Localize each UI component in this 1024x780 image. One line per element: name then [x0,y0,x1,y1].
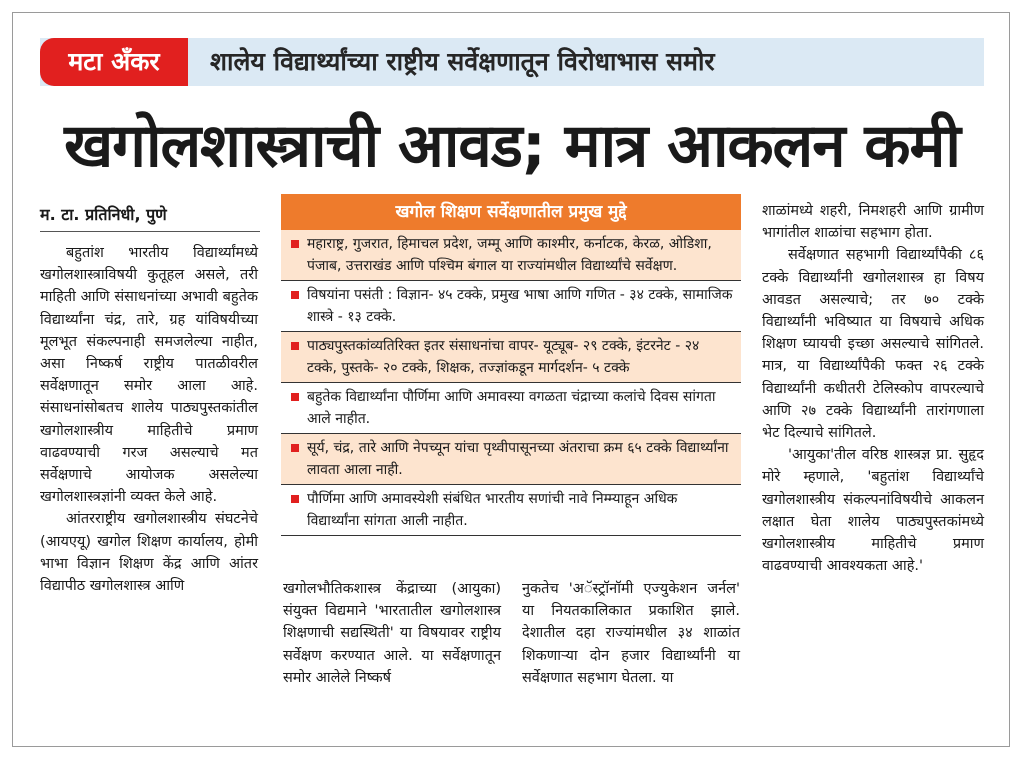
square-bullet-icon [291,495,299,503]
article-column-1 [40,242,258,597]
paragraph: बहुतांश भारतीय विद्यार्थ्यांमध्ये खगोलशास्त्राविषयी कुतूहल असले, तरी माहिती आणि संसाधनांच्या अभावी बहुतेक विद्यार्थ्यांना चंद्र, तारे, ग्रह यांविषयीच्या मूलभूत संकल्पनाही समजलेल्या नाहीत, असा निष्कर्ष राष्ट्रीय पातळीवरील सर्वेक्षणातून समोर आला आहे. संसाधनांसोबतच शालेय पाठ्यपुस्तकांतील खगोलशास्त्रीय माहितीचे प्रमाण वाढवण्याची गरज असल्याचे मत सर्वेक्षणाचे आयोजक असलेल्या खगोलशास्त्रज्ञांनी व्यक्त केले आहे. [40,245,258,506]
kicker-text: शालेय विद्यार्थ्यांच्या राष्ट्रीय सर्वेक्षणातून विरोधाभास समोर [210,47,715,76]
box-item [281,332,741,383]
paragraph: आंतरराष्ट्रीय खगोलशास्त्रीय संघटनेचे (आयएयू) खगोल शिक्षण कार्यालय, होमी भाभा विज्ञान शिक्षण केंद्र आणि आंतर विद्यापीठ खगोलशास्त्र आणि [40,511,258,595]
box-item [281,230,741,281]
square-bullet-icon [291,240,299,248]
square-bullet-icon [291,342,299,350]
box-title: खगोल शिक्षण सर्वेक्षणातील प्रमुख मुद्दे [281,194,741,230]
paragraph: नुकतेच 'अॅस्ट्रॉनॉमी एज्युकेशन जर्नल' या नियतकालिकात प्रकाशित झाले. देशातील दहा राज्यांमधील ३४ शाळांत शिकणाऱ्या दोन हजार विद्यार्थ्यांनी या सर्वेक्षणात सहभाग घेतला. या [522,581,740,686]
box-item-text: बहुतेक विद्यार्थ्यांना पौर्णिमा आणि अमावस्या वगळता चंद्राच्या कलांचे दिवस सांगता आले नाहीत. [307,389,716,427]
box-item-text: विषयांना पसंती : विज्ञान- ४५ टक्के, प्रमुख भाषा आणि गणित - ३४ टक्के, सामाजिक शास्त्रे - १३ टक्के. [307,287,733,325]
article-column-3 [522,578,740,689]
box-item-text: सूर्य, चंद्र, तारे आणि नेपच्यून यांचा पृथ्वीपासूनच्या अंतराचा क्रम ६५ टक्के विद्यार्थ्यांना लावता आला नाही. [307,440,729,478]
key-points-box [281,194,741,559]
box-item [281,434,741,485]
paragraph: सर्वेक्षणात सहभागी विद्यार्थ्यांपैकी ८६ टक्के विद्यार्थ्यांनी खगोलशास्त्र हा विषय आवडत असल्याचे; तर ७० टक्के विद्यार्थ्यांनी भविष्यात या विषयाचे अधिक शिक्षण घ्यायची इच्छा असल्याचे सांगितले. मात्र, या विद्यार्थ्यांपैकी फक्त २६ टक्के विद्यार्थ्यांनी कधीतरी टेलिस्कोप वापरल्याचे आणि २७ टक्के विद्यार्थ्यांनी तारांगणाला भेट दिल्याचे सांगितले. [762,247,984,442]
kicker-badge: मटा अँकर [40,38,188,86]
article-column-2 [283,578,501,689]
box-item [281,383,741,434]
byline: म. टा. प्रतिनिधी, पुणे [40,203,260,232]
square-bullet-icon [291,393,299,401]
box-item-text: महाराष्ट्र, गुजरात, हिमाचल प्रदेश, जम्मू आणि काश्मीर, कर्नाटक, केरळ, ओडिशा, पंजाब, उत्तराखंड आणि पश्चिम बंगाल या राज्यांमधील विद्यार्थ्यांचे सर्वेक्षण. [307,236,712,274]
paragraph: 'आयुका'तील वरिष्ठ शास्त्रज्ञ प्रा. सुहृद मोरे म्हणाले, 'बहुतांश विद्यार्थ्यांचे खगोलशास्त्रीय संकल्पनांविषयीचे आकलन लक्षात घेता शालेय पाठ्यपुस्तकांमध्ये खगोलशास्त्रीय माहितीचे प्रमाण वाढवण्याची आवश्यकता आहे.' [762,447,984,575]
paragraph: खगोलभौतिकशास्त्र केंद्राच्या (आयुका) संयुक्त विद्यमाने 'भारतातील खगोलशास्त्र शिक्षणाची सद्यस्थिती' या विषयावर राष्ट्रीय सर्वेक्षण करण्यात आले. या सर्वेक्षणातून समोर आलेले निष्कर्ष [283,581,501,686]
paragraph: शाळांमध्ये शहरी, निमशहरी आणि ग्रामीण भागांतील शाळांचा सहभाग होता. [762,203,984,242]
box-item [281,485,741,536]
box-item [281,281,741,332]
headline: खगोलशास्त्राची आवड; मात्र आकलन कमी [64,111,960,181]
article-column-4 [762,200,984,577]
square-bullet-icon [291,444,299,452]
square-bullet-icon [291,291,299,299]
box-item-text: पौर्णिमा आणि अमावस्येशी संबंधित भारतीय सणांची नावे निम्म्याहून अधिक विद्यार्थ्यांना सांगता आली नाहीत. [307,491,678,529]
box-item-text: पाठ्यपुस्तकांव्यतिरिक्त इतर संसाधनांचा वापर- यूट्यूब- २९ टक्के, इंटरनेट - २४ टक्के, पुस्तके- २० टक्के, शिक्षक, तज्ज्ञांकडून मार्गदर्शन- ५ टक्के [307,338,700,376]
